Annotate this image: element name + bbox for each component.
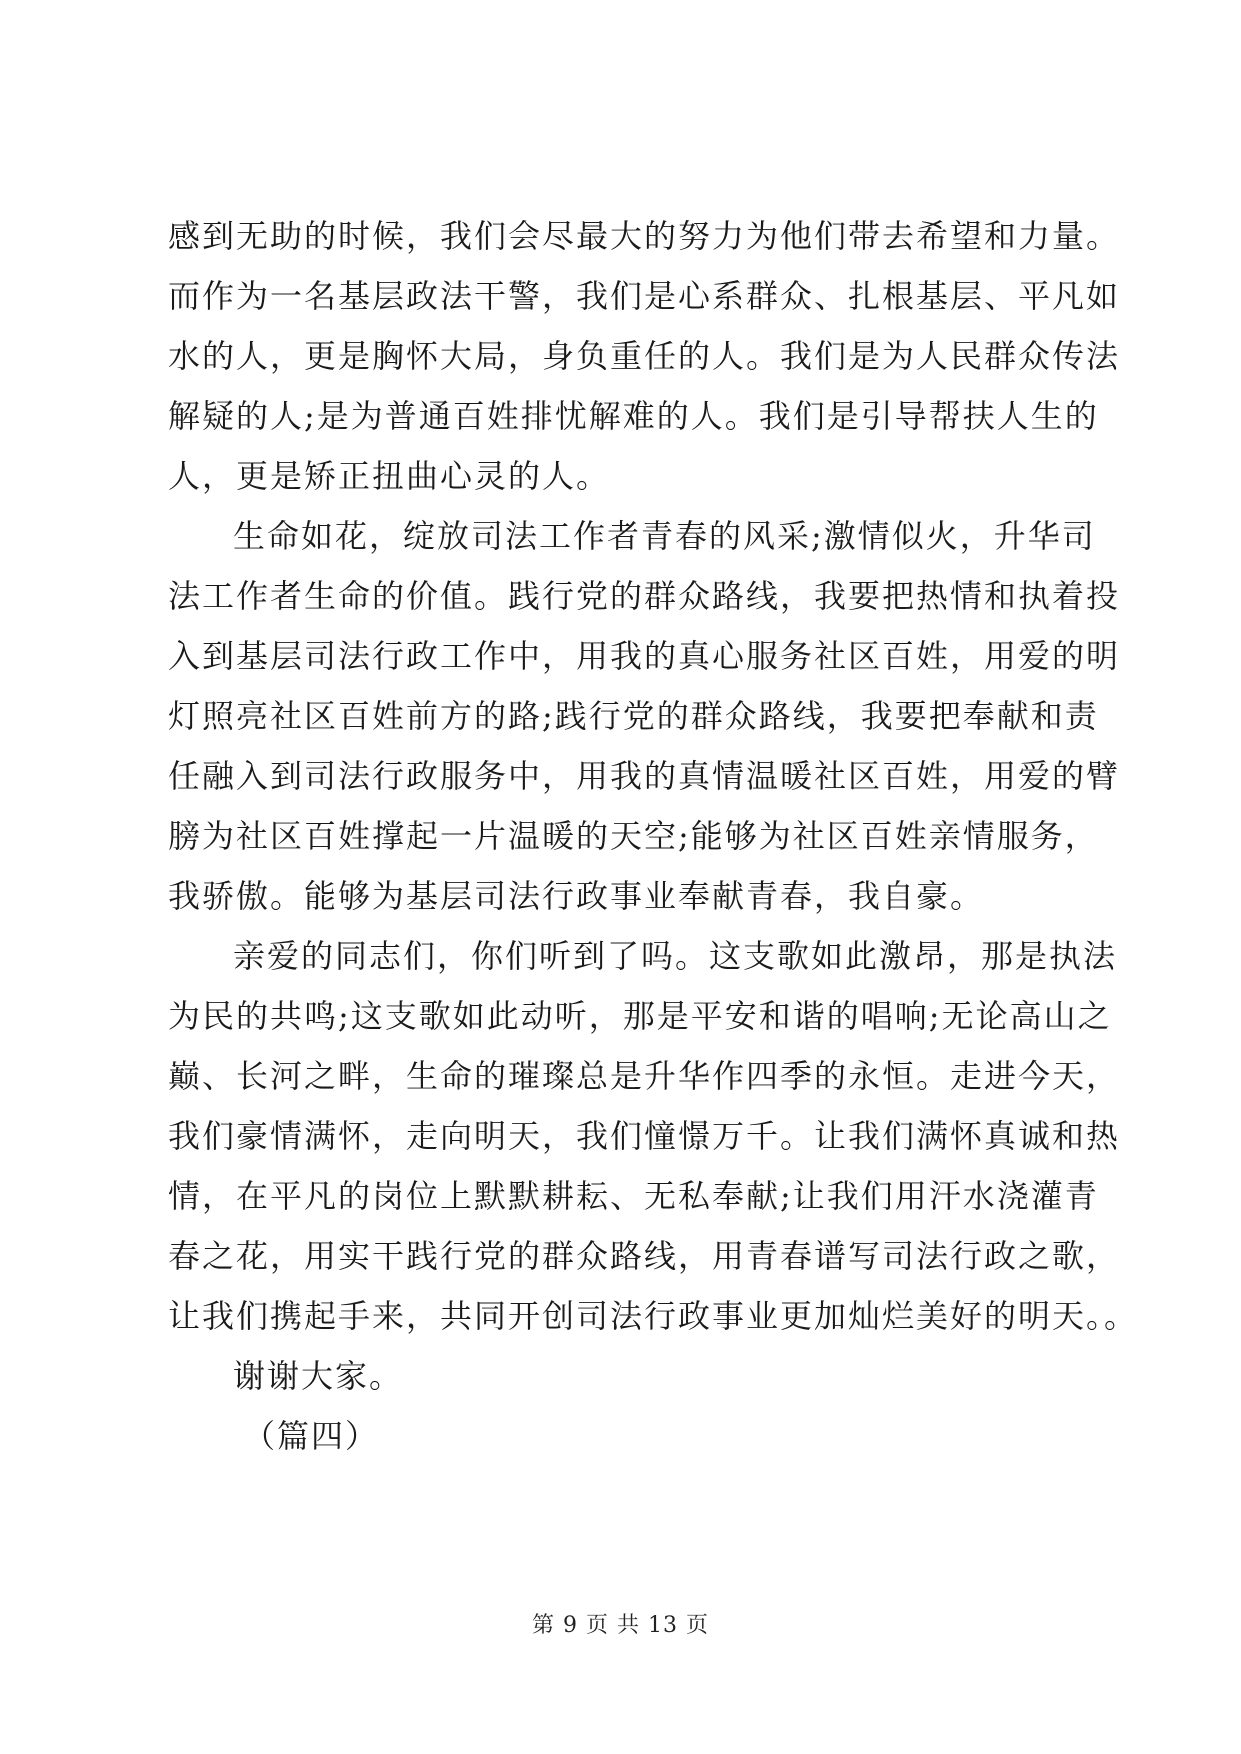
text-line: 为民的共鸣;这支歌如此动听，那是平安和谐的唱响;无论高山之 [168,997,1112,1035]
text-line: 让我们携起手来，共同开创司法行政事业更加灿烂美好的明天。。 [168,1297,1139,1335]
text-line: 春之花，用实干践行党的群众路线，用青春谱写司法行政之歌， [168,1237,1121,1275]
text-line: 法工作者生命的价值。践行党的群众路线，我要把热情和执着投 [168,577,1121,615]
body-text [168,206,1139,1466]
text-line: 水的人，更是胸怀大局，身负重任的人。我们是为人民群众传法 [168,337,1121,375]
text-line: 入到基层司法行政工作中，用我的真心服务社区百姓，用爱的明 [168,637,1121,675]
text-line: 而作为一名基层政法干警，我们是心系群众、扎根基层、平凡如 [168,277,1121,315]
text-line: 膀为社区百姓撑起一片温暖的天空;能够为社区百姓亲情服务， [168,817,1099,855]
text-line: 我们豪情满怀，走向明天，我们憧憬万千。让我们满怀真诚和热 [168,1117,1121,1155]
closing-line: 谢谢大家。 [233,1357,404,1395]
page-footer: 第 9 页 共 13 页 [532,1613,709,1638]
text-line: 情，在平凡的岗位上默默耕耘、无私奉献;让我们用汗水浇灌青 [168,1177,1099,1215]
paragraph-start-line: 生命如花，绽放司法工作者青春的风采;激情似火，升华司 [233,517,1096,555]
text-line: 解疑的人;是为普通百姓排忧解难的人。我们是引导帮扶人生的 [168,397,1099,435]
text-line: 感到无助的时候，我们会尽最大的努力为他们带去希望和力量。 [168,217,1121,255]
text-line: 我骄傲。能够为基层司法行政事业奉献青春，我自豪。 [168,877,985,915]
text-line: 巅、长河之畔，生命的璀璨总是升华作四季的永恒。走进今天， [168,1057,1121,1095]
text-line: 任融入到司法行政服务中，用我的真情温暖社区百姓，用爱的臂 [168,757,1121,795]
text-line: 人，更是矫正扭曲心灵的人。 [168,457,611,495]
section-heading: （篇四） [243,1417,380,1455]
paragraph-start-line: 亲爱的同志们，你们听到了吗。这支歌如此激昂，那是执法 [233,937,1118,975]
text-line: 灯照亮社区百姓前方的路;践行党的群众路线，我要把奉献和责 [168,697,1099,735]
